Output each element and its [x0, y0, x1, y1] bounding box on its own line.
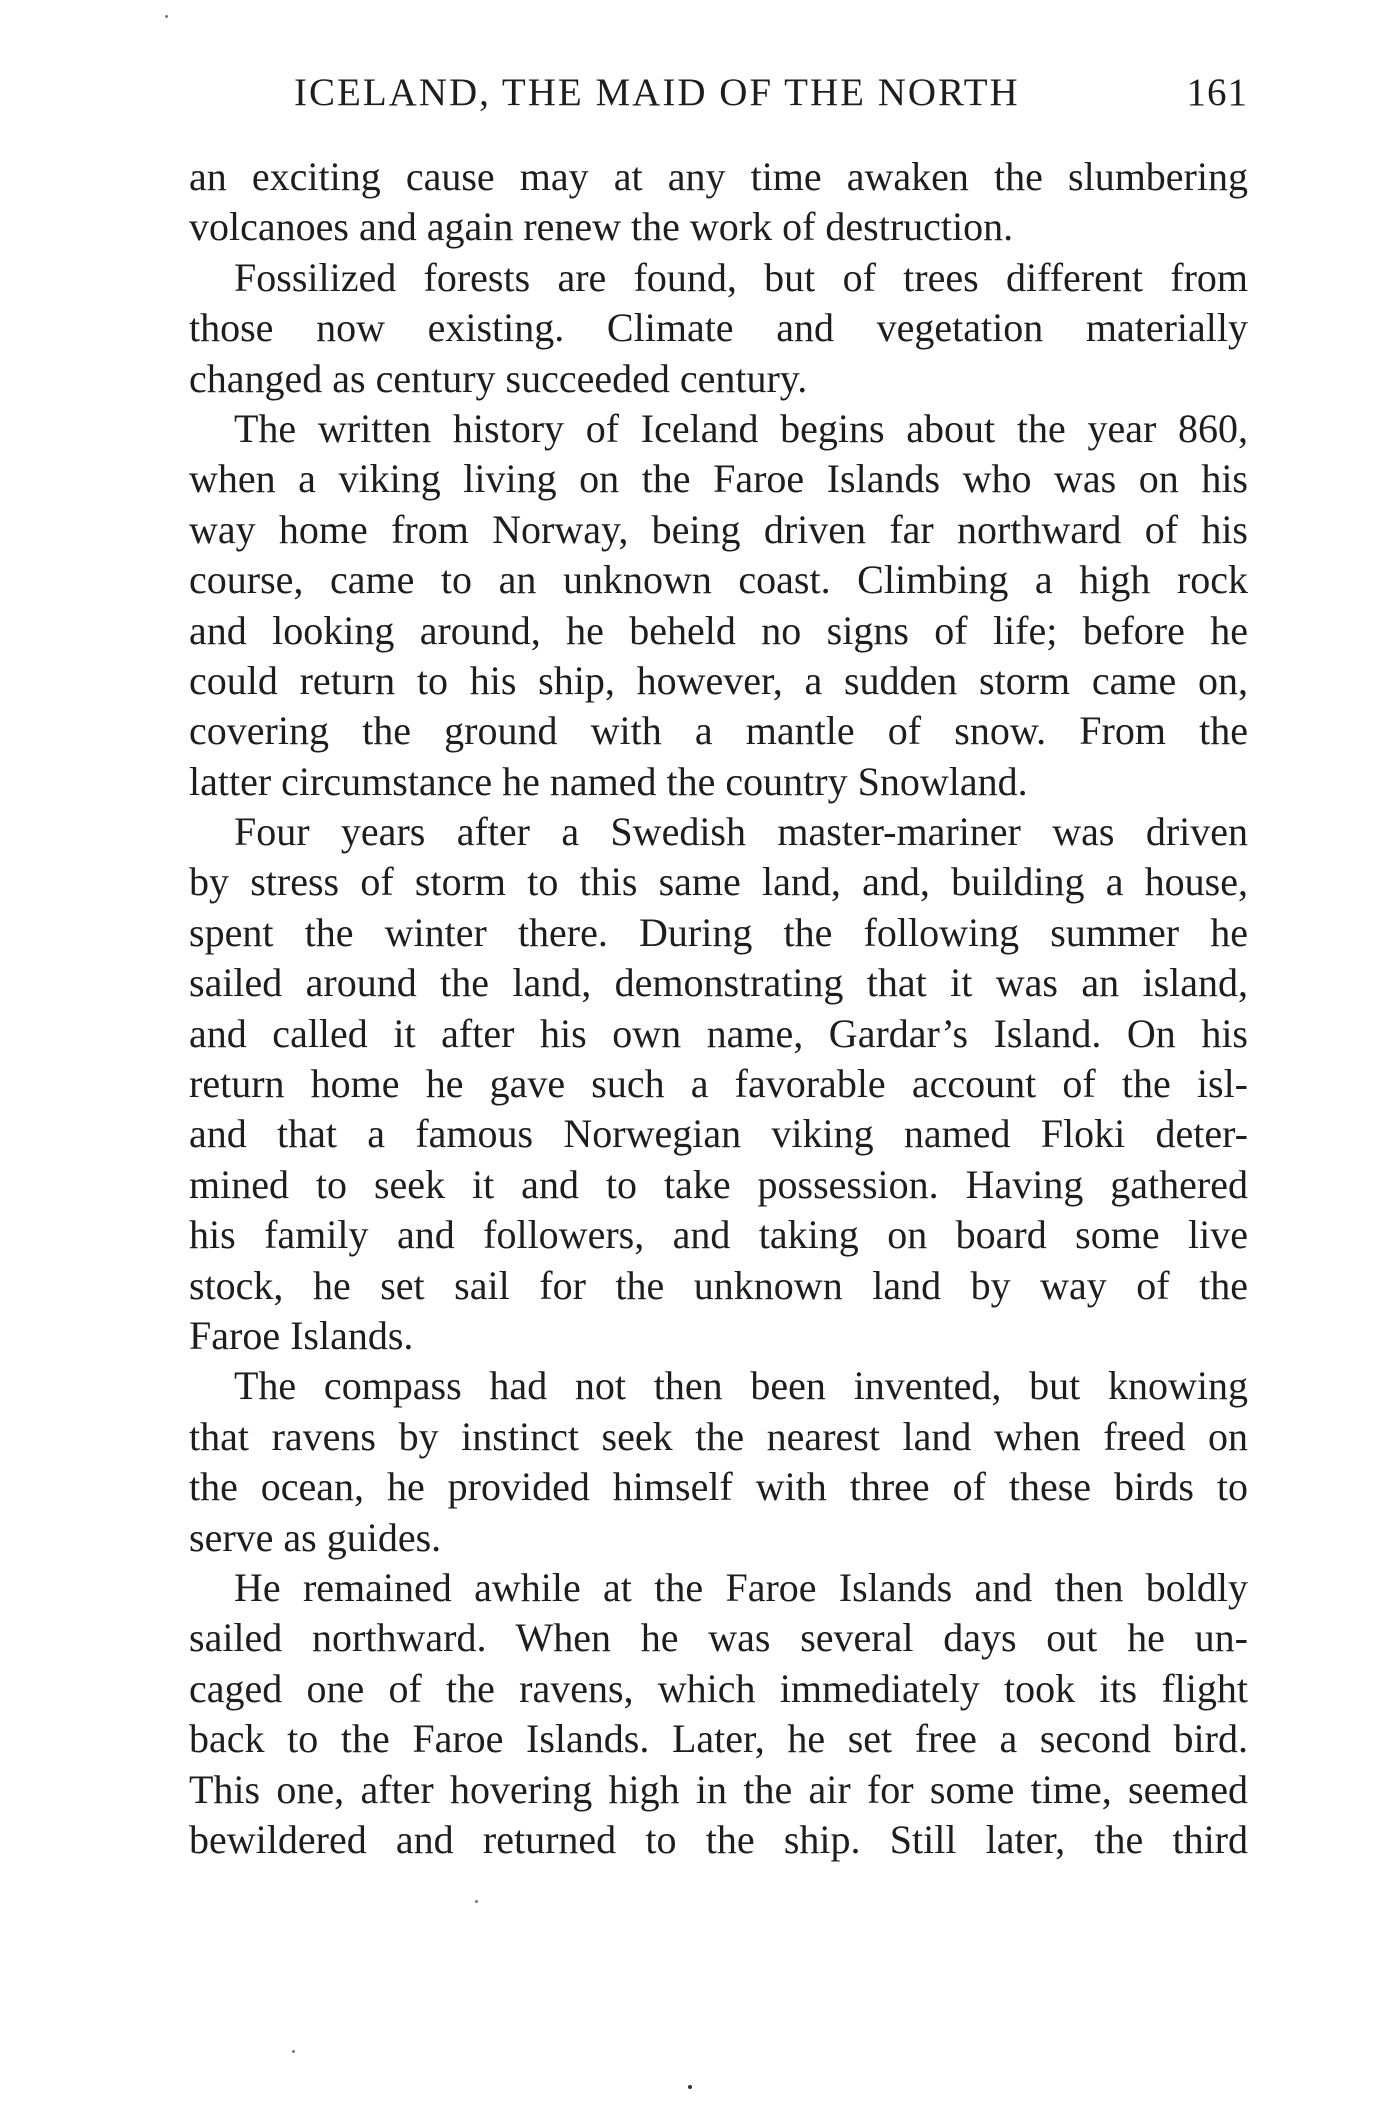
- text-line: return home he gave such a favorable account of the isl-: [189, 1061, 1248, 1107]
- text-line: back to the Faroe Islands. Later, he set free a second bird.: [189, 1716, 1248, 1762]
- page-number: 161: [1186, 71, 1248, 114]
- text-line: those now existing. Climate and vegetation materially: [189, 305, 1248, 351]
- paragraph: [144, 1361, 1248, 1563]
- scan-speck: [292, 2050, 295, 2053]
- body-text: [144, 152, 1248, 1865]
- text-line: that ravens by instinct seek the nearest land when freed on: [189, 1413, 1248, 1459]
- text-line: course, came to an unknown coast. Climbing a high rock: [189, 557, 1248, 603]
- text-line: an exciting cause may at any time awaken the slumbering: [189, 154, 1248, 199]
- running-head-title: ICELAND, THE MAID OF THE NORTH: [294, 71, 1020, 114]
- scan-speck: [165, 15, 168, 18]
- scan-speck: [688, 2085, 692, 2089]
- text-line: and called it after his own name, Gardar’s Island. On his: [189, 1010, 1248, 1056]
- text-line: This one, after hovering high in the air for some time, seemed: [189, 1766, 1248, 1812]
- paragraph: [144, 253, 1248, 404]
- text-line: the ocean, he provided himself with three of these birds to: [189, 1464, 1248, 1510]
- text-line: when a viking living on the Faroe Islands who was on his: [189, 456, 1248, 502]
- text-line: Fossilized forests are found, but of trees different from: [234, 254, 1248, 300]
- text-line: latter circumstance he named the country Snowland.: [189, 758, 1028, 804]
- text-line: way home from Norway, being driven far northward of his: [189, 506, 1248, 552]
- text-line: serve as guides.: [189, 1514, 442, 1560]
- scan-speck: [475, 1900, 478, 1903]
- text-line: and looking around, he beheld no signs of life; before he: [189, 607, 1248, 653]
- text-line: bewildered and returned to the ship. Still later, the third: [189, 1816, 1248, 1862]
- running-head: [144, 70, 1248, 126]
- text-line: his family and followers, and taking on board some live: [189, 1212, 1248, 1258]
- text-line: sailed around the land, demonstrating that it was an island,: [189, 960, 1248, 1006]
- text-line: The compass had not then been invented, but knowing: [234, 1363, 1248, 1409]
- text-line: Four years after a Swedish master-mariner was driven: [234, 809, 1248, 855]
- paragraph: [144, 152, 1248, 253]
- text-line: He remained awhile at the Faroe Islands and then boldly: [234, 1564, 1248, 1610]
- text-line: changed as century succeeded century.: [189, 355, 808, 401]
- text-line: caged one of the ravens, which immediately took its flight: [189, 1665, 1248, 1711]
- text-line: The written history of Iceland begins about the year 860,: [234, 405, 1248, 451]
- text-line: stock, he set sail for the unknown land by way of the: [189, 1262, 1248, 1308]
- text-line: and that a famous Norwegian viking named Floki deter-: [189, 1111, 1248, 1157]
- text-line: mined to seek it and to take possession. Having gathered: [189, 1161, 1248, 1207]
- text-line: volcanoes and again renew the work of destruction.: [189, 204, 1014, 250]
- text-line: could return to his ship, however, a sudden storm came on,: [189, 657, 1248, 703]
- text-line: spent the winter there. During the following summer he: [189, 909, 1248, 955]
- text-line: covering the ground with a mantle of snow. From the: [189, 708, 1248, 754]
- paragraph: [144, 404, 1248, 807]
- text-line: by stress of storm to this same land, and, building a house,: [189, 859, 1248, 905]
- text-line: sailed northward. When he was several days out he un-: [189, 1615, 1248, 1661]
- paragraph: [144, 807, 1248, 1361]
- paragraph: [144, 1563, 1248, 1865]
- text-line: Faroe Islands.: [189, 1312, 414, 1358]
